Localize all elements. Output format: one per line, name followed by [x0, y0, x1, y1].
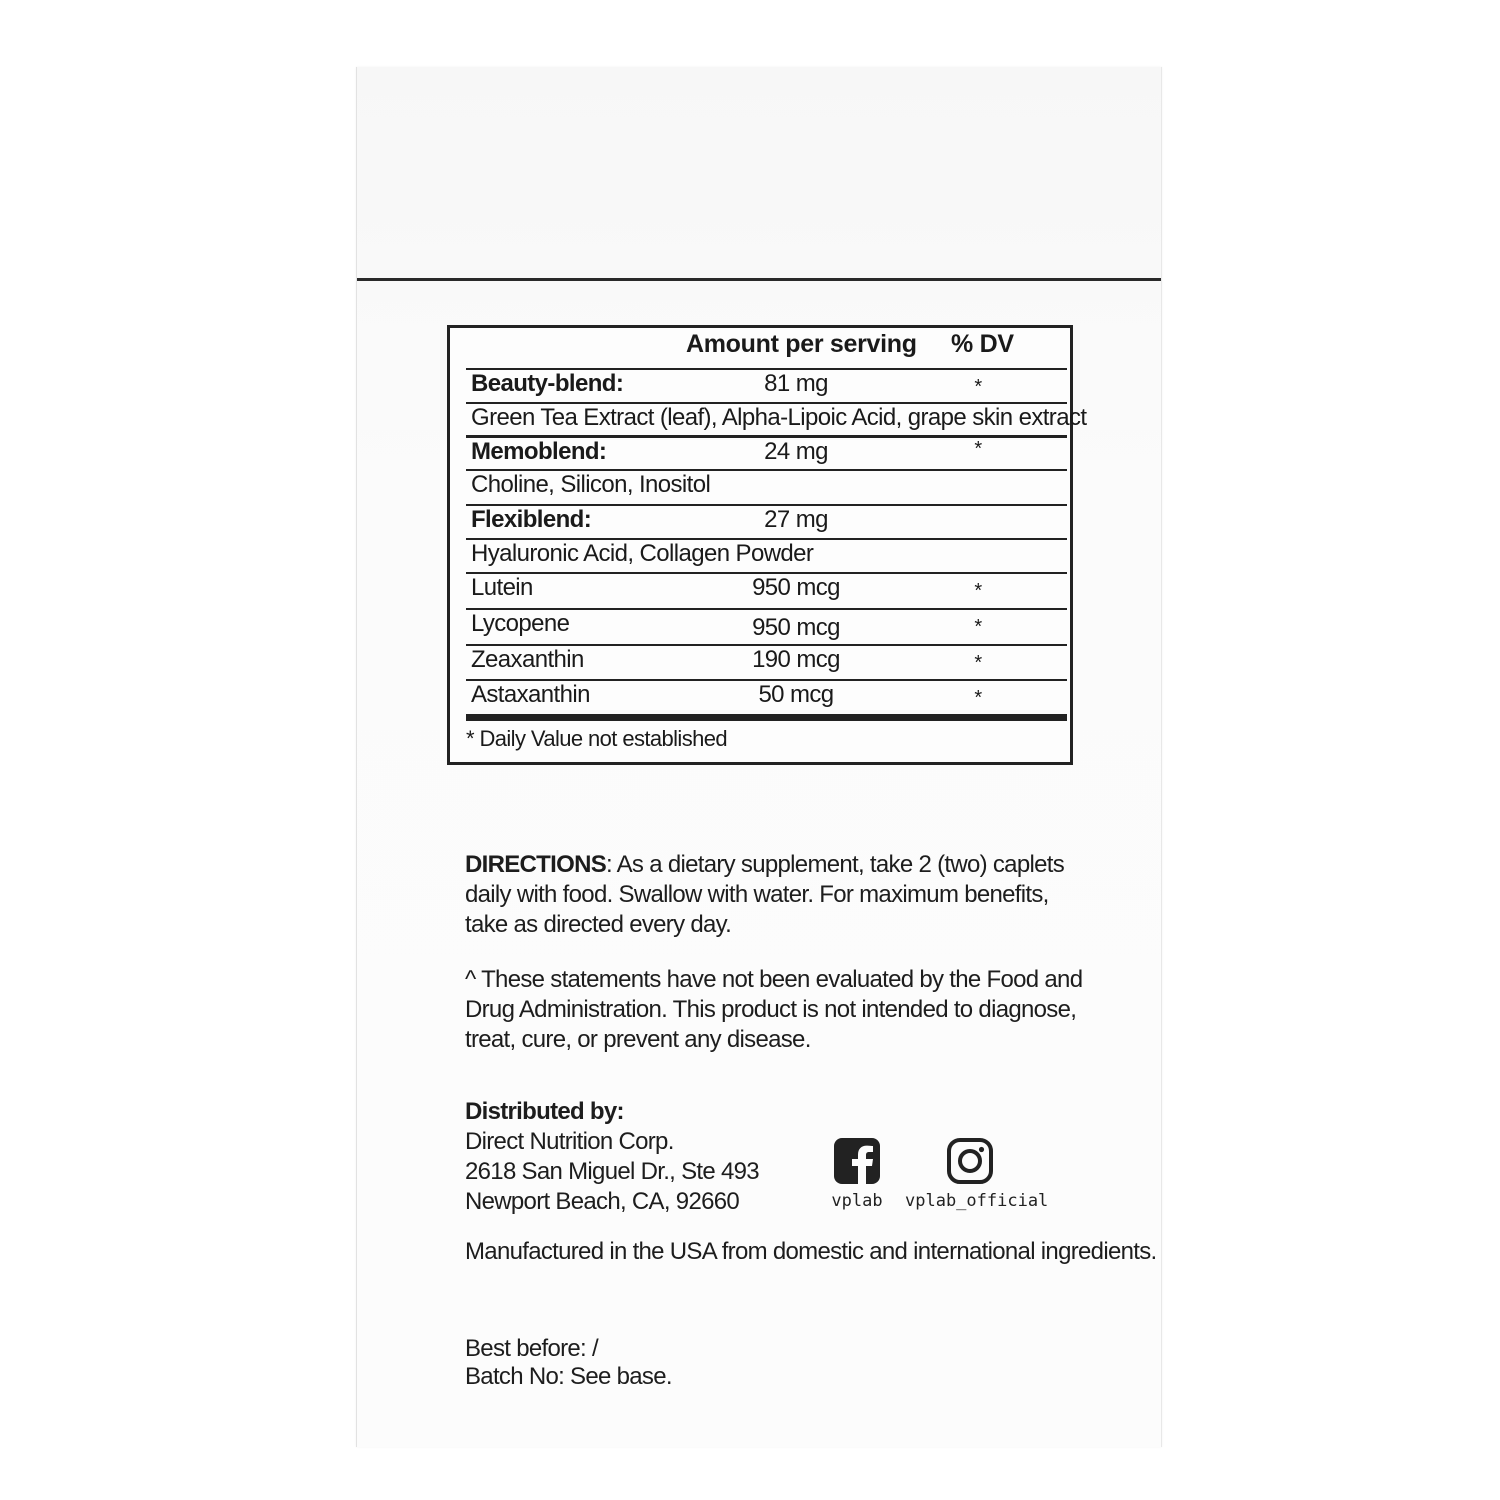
table-row — [466, 402, 1087, 436]
table-row — [466, 504, 1067, 538]
table-row — [466, 644, 1067, 680]
row-name: Flexiblend: — [471, 506, 592, 533]
table-row — [466, 572, 1067, 607]
row-amount: 190 mcg — [752, 646, 840, 673]
facebook-link[interactable] — [822, 1137, 892, 1211]
table-row — [466, 469, 1067, 503]
product-box-back-panel — [356, 67, 1162, 1447]
row-name: Hyaluronic Acid, Collagen Powder — [471, 540, 814, 567]
row-dv: * — [974, 687, 982, 709]
header-daily-value: % DV — [951, 330, 1014, 358]
lot-info — [465, 1335, 1085, 1391]
distributor-block — [465, 1097, 785, 1217]
directions-label: DIRECTIONS — [465, 851, 607, 878]
instagram-handle: vplab_official — [905, 1191, 1049, 1211]
top-divider — [357, 278, 1161, 281]
row-amount: 50 mcg — [758, 681, 834, 708]
best-before: Best before: / — [465, 1335, 598, 1362]
row-amount: 27 mg — [764, 506, 828, 533]
dv-footnote: * Daily Value not established — [466, 726, 728, 751]
batch-number: Batch No: See base. — [465, 1363, 672, 1390]
row-name: Choline, Silicon, Inositol — [471, 471, 711, 498]
table-row — [466, 368, 1067, 402]
facebook-icon — [833, 1137, 881, 1185]
row-name: Green Tea Extract (leaf), Alpha-Lipoic Acid, grape skin extract — [471, 404, 1087, 431]
row-name: Beauty-blend: — [471, 370, 624, 397]
distributor-name: Direct Nutrition Corp. — [465, 1128, 674, 1155]
facebook-handle: vplab — [831, 1191, 883, 1211]
table-row — [466, 608, 1067, 644]
instagram-link[interactable] — [905, 1137, 1049, 1211]
row-dv: * — [974, 616, 982, 638]
table-row — [466, 679, 1067, 714]
fda-disclaimer: ^ These statements have not been evaluated by the Food and Drug Administration. This product is not intended to diagnose, treat, cure, or prevent any disease. — [465, 966, 1083, 1053]
row-amount: 950 mcg — [752, 574, 840, 601]
row-dv: * — [974, 376, 982, 398]
header-amount-per-serving: Amount per serving — [686, 330, 917, 358]
row-name: Zeaxanthin — [471, 646, 584, 673]
distributor-heading: Distributed by: — [465, 1098, 624, 1125]
row-amount: 950 mcg — [752, 614, 840, 641]
row-amount: 24 mg — [764, 438, 828, 465]
instagram-icon — [946, 1137, 994, 1185]
row-name: Lycopene — [471, 610, 570, 637]
distributor-address-line1: 2618 San Miguel Dr., Ste 493 — [465, 1158, 759, 1185]
supplement-facts-table — [447, 325, 1087, 765]
manufactured-statement: Manufactured in the USA from domestic and international ingredients. — [465, 1238, 1157, 1265]
row-dv: * — [974, 652, 982, 674]
row-dv: * — [974, 580, 982, 602]
row-name: Astaxanthin — [471, 681, 590, 708]
directions-body: : As a dietary supplement, take 2 (two) caplets daily with food. Swallow with water. For maximum benefits, take as directed every day. — [465, 851, 1065, 938]
table-bottom-bar — [466, 714, 1067, 721]
row-name: Lutein — [471, 574, 533, 601]
row-name: Memoblend: — [471, 438, 607, 465]
directions-text — [465, 850, 1085, 940]
row-dv: * — [974, 438, 982, 460]
table-row — [466, 538, 1067, 572]
table-row — [466, 435, 1067, 469]
distributor-address-line2: Newport Beach, CA, 92660 — [465, 1188, 740, 1215]
row-amount: 81 mg — [764, 370, 828, 397]
